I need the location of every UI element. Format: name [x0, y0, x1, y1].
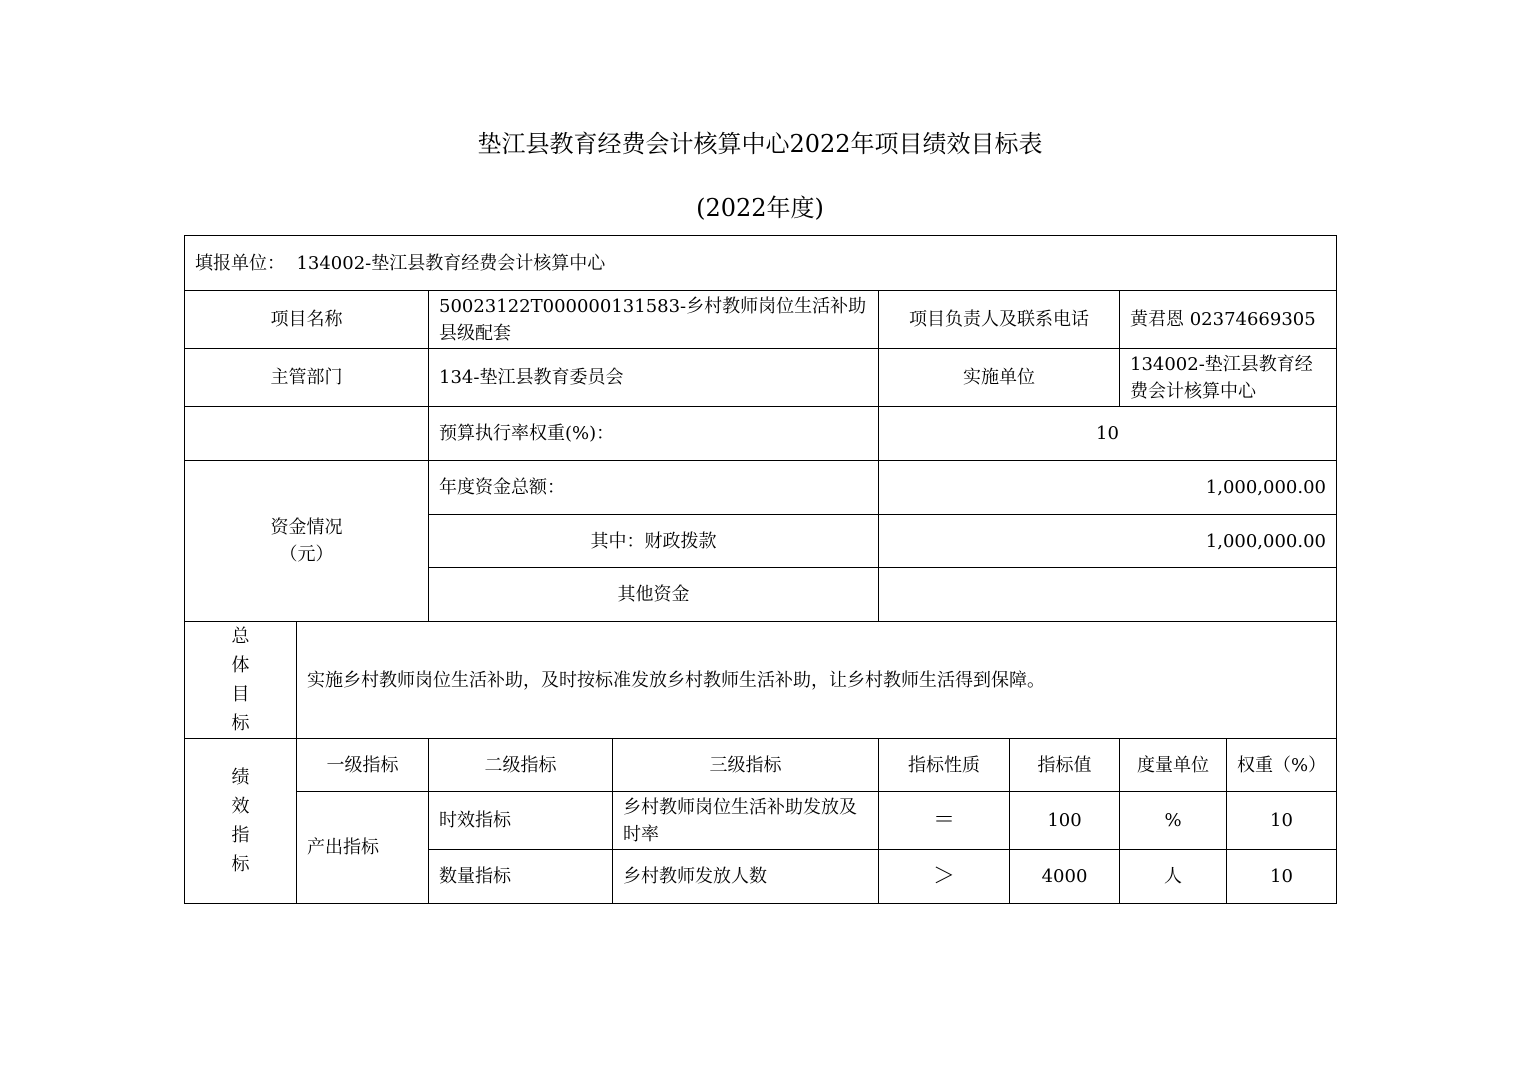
overall-goal-label	[185, 622, 297, 739]
indicators-label-char: 指	[231, 825, 250, 846]
department-row	[185, 349, 1337, 407]
overall-goal-label-char: 标	[231, 713, 250, 734]
project-contact-label: 项目负责人及联系电话	[879, 291, 1120, 349]
funds-label-cell	[185, 461, 429, 622]
department-value: 134-垫江县教育委员会	[429, 349, 879, 407]
level3-cell: 乡村教师岗位生活补助发放及时率	[613, 792, 879, 850]
funds-unit: （元）	[279, 544, 334, 565]
header-level3: 三级指标	[613, 739, 879, 792]
overall-goal-label-char: 体	[231, 655, 250, 676]
weight-cell: 10	[1227, 792, 1337, 850]
report-unit-row	[185, 236, 1337, 291]
report-unit-label: 填报单位：	[195, 252, 285, 274]
level3-cell: 乡村教师发放人数	[613, 850, 879, 904]
report-unit-cell	[185, 236, 1337, 291]
funds-total-value: 1,000,000.00	[879, 461, 1337, 515]
nature-cell: ＝	[879, 792, 1010, 850]
budget-weight-row	[185, 407, 1337, 461]
funds-fiscal-value: 1,000,000.00	[879, 515, 1337, 568]
project-contact-value: 黄君恩 02374669305	[1120, 291, 1337, 349]
indicators-label	[185, 739, 297, 904]
indicators-label-char: 绩	[231, 767, 250, 788]
funds-label: 资金情况	[270, 517, 343, 538]
overall-goal-text: 实施乡村教师岗位生活补助，及时按标准发放乡村教师生活补助，让乡村教师生活得到保障。	[297, 622, 1337, 739]
header-level1: 一级指标	[297, 739, 429, 792]
project-name-row	[185, 291, 1337, 349]
indicator-row	[185, 792, 1337, 850]
header-unit: 度量单位	[1120, 739, 1227, 792]
project-name-label: 项目名称	[185, 291, 429, 349]
weight-cell: 10	[1227, 850, 1337, 904]
overall-goal-label-char: 目	[231, 684, 250, 705]
budget-weight-label: 预算执行率权重(%)：	[429, 407, 879, 461]
header-level2: 二级指标	[429, 739, 613, 792]
header-value: 指标值	[1010, 739, 1120, 792]
nature-cell: ＞	[879, 850, 1010, 904]
budget-weight-value: 10	[879, 407, 1337, 461]
funds-fiscal-label: 其中：财政拨款	[429, 515, 879, 568]
indicators-label-char: 效	[231, 796, 250, 817]
level1-output-indicator: 产出指标	[297, 792, 429, 904]
level2-cell: 时效指标	[429, 792, 613, 850]
funds-other-value	[879, 568, 1337, 622]
funds-total-label: 年度资金总额：	[429, 461, 879, 515]
implementing-unit-label: 实施单位	[879, 349, 1120, 407]
indicator-header-row	[185, 739, 1337, 792]
indicators-label-char: 标	[231, 854, 250, 875]
unit-cell: 人	[1120, 850, 1227, 904]
implementing-unit-value: 134002-垫江县教育经费会计核算中心	[1120, 349, 1337, 407]
header-weight: 权重（%）	[1227, 739, 1337, 792]
overall-goal-row	[185, 622, 1337, 739]
header-nature: 指标性质	[879, 739, 1010, 792]
overall-goal-label-char: 总	[231, 626, 250, 647]
level2-cell: 数量指标	[429, 850, 613, 904]
value-cell: 100	[1010, 792, 1120, 850]
department-label: 主管部门	[185, 349, 429, 407]
performance-target-table	[184, 235, 1337, 904]
unit-cell: %	[1120, 792, 1227, 850]
document-year: (2022年度)	[696, 194, 824, 222]
project-name-value: 50023122T000000131583-乡村教师岗位生活补助县级配套	[429, 291, 879, 349]
document-title: 垫江县教育经费会计核算中心2022年项目绩效目标表	[477, 130, 1043, 158]
budget-weight-blank	[185, 407, 429, 461]
funds-total-row	[185, 461, 1337, 515]
report-unit-value: 134002-垫江县教育经费会计核算中心	[296, 252, 606, 274]
funds-other-label: 其他资金	[429, 568, 879, 622]
value-cell: 4000	[1010, 850, 1120, 904]
